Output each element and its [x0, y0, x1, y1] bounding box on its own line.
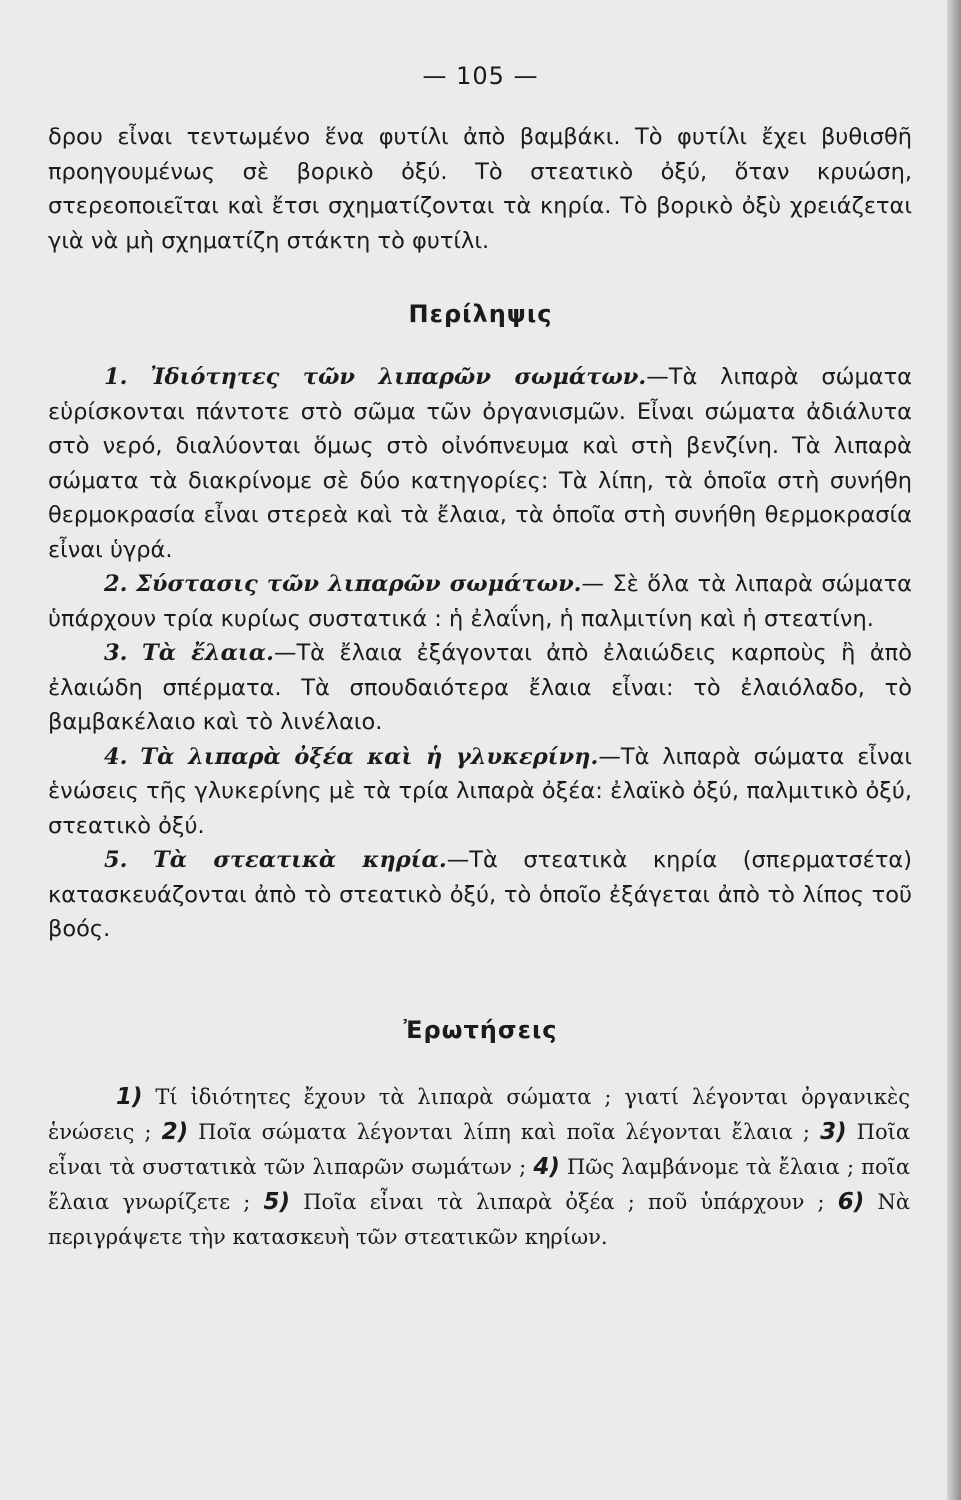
question-text: Ποῖα σώματα λέγονται λίπη καὶ ποῖα λέγονται ἔλαια ;: [188, 1120, 821, 1144]
question-number: 5): [263, 1189, 291, 1215]
question-number: 1): [116, 1084, 143, 1110]
intro-paragraph: [48, 120, 912, 258]
item-number: 2.: [104, 571, 128, 597]
question-number: 4): [533, 1154, 560, 1180]
question-text: Τί ἰδιότητες ἔχουν τὰ λιπαρὰ σώματα ; γιατί λέγονται ὀργανικὲς ἑνώσεις ;: [48, 1085, 910, 1144]
item-number: 4.: [104, 743, 128, 770]
summary-item: [48, 740, 912, 844]
item-number: 5.: [104, 847, 128, 873]
item-text: —Τὰ λιπαρὰ σώματα εὑρίσκονται πάντοτε στὸ σῶμα τῶν ὀργανισμῶν. Εἶναι σώματα ἀδιάλυτα στὸ νερό, διαλύονται ὅμως στὸ οἰνόπνευμα καὶ στὴ βενζίνη. Τὰ λιπαρὰ σώματα τὰ διακρίνομε σὲ δύο κατηγορίες: Τὰ λίπη, τὰ ὁποῖα στὴ συνήθη θερμοκρασία εἶναι στερεὰ καὶ τὰ ἔλαια, τὰ ὁποῖα στὴ συνήθη θερμοκρασία εἶναι ὑγρά.: [48, 364, 912, 563]
summary-item: [48, 567, 912, 636]
summary-item: [48, 636, 912, 740]
summary-list: [48, 360, 912, 947]
item-text: —Τὰ ἔλαια ἐξάγονται ἀπὸ ἐλαιώδεις καρποὺς ἢ ἀπὸ ἐλαιώδη σπέρματα. Τὰ σπουδαιότερα ἔλαια εἶναι: τὸ ἐλαιόλαδο, τὸ βαμβακέλαιο καὶ τὸ λινέλαιο.: [48, 640, 912, 735]
question-number: 3): [820, 1119, 847, 1145]
questions-block: [48, 1080, 910, 1255]
question-number: 6): [837, 1189, 865, 1215]
questions-heading: Ἐρωτήσεις: [403, 1016, 558, 1044]
question-text: Ποῖα εἶναι τὰ λιπαρὰ ὀξέα ; ποῦ ὑπάρχουν ;: [290, 1190, 838, 1214]
question-text: Νὰ περιγράψετε τὴν κατασκευὴ τῶν στεατικῶν κηρίων.: [48, 1190, 910, 1249]
item-text: — Σὲ ὅλα τὰ λιπαρὰ σώματα ὑπάρχουν τρία κυρίως συστατικά : ἡ ἐλαΐνη, ἡ παλμιτίνη καὶ ἡ στεατίνη.: [48, 571, 912, 632]
item-title: Ἰδιότητες τῶν λιπαρῶν σωμάτων.: [150, 364, 647, 390]
question-text: Ποῖα εἶναι τὰ συστατικὰ τῶν λιπαρῶν σωμάτων ;: [48, 1120, 911, 1179]
item-title: Σύστασις τῶν λιπαρῶν σωμάτων.: [135, 571, 582, 597]
item-title: Τὰ στεατικὰ κηρία.: [153, 847, 447, 873]
item-title: Τὰ λιπαρὰ ὀξέα καὶ ἡ γλυκερίνη.: [140, 743, 599, 770]
summary-item: [48, 843, 912, 947]
summary-item: [48, 360, 912, 567]
page-edge-shadow: [947, 0, 961, 1500]
question-number: 2): [161, 1119, 189, 1145]
summary-heading: Περίληψις: [408, 300, 553, 328]
question-text: Πῶς λαμβάνομε τὰ ἔλαια ; ποῖα ἔλαια γνωρίζετε ;: [48, 1155, 910, 1214]
questions-paragraph: [48, 1080, 910, 1255]
item-title: Τὰ ἔλαια.: [141, 640, 274, 666]
intro-text: δρου εἶναι τεντωμένο ἕνα φυτίλι ἀπὸ βαμβάκι. Τὸ φυτίλι ἔχει βυθισθῆ προηγουμένως σὲ βορικὸ ὀξύ. Τὸ στεατικὸ ὀξύ, ὅταν κρυώση, στερεοποιεῖται καὶ ἔτσι σχηματίζονται τὰ κηρία. Τὸ βορικὸ ὀξὺ χρειάζεται γιὰ νὰ μὴ σχηματίζη στάκτη τὸ φυτίλι.: [48, 124, 912, 254]
item-number: 3.: [104, 640, 128, 666]
item-text: —Τὰ στεατικὰ κηρία (σπερματσέτα) κατασκευάζονται ἀπὸ τὸ στεατικὸ ὀξύ, τὸ ὁποῖο ἐξάγεται ἀπὸ τὸ λίπος τοῦ βοός.: [48, 847, 912, 942]
page-number: — 105 —: [422, 62, 539, 90]
item-text: —Τὰ λιπαρὰ σώματα εἶναι ἑνώσεις τῆς γλυκερίνης μὲ τὰ τρία λιπαρὰ ὀξέα: ἐλαϊκὸ ὀξύ, παλμιτικὸ ὀξύ, στεατικὸ ὀξύ.: [48, 743, 913, 839]
item-number: 1.: [104, 364, 128, 390]
